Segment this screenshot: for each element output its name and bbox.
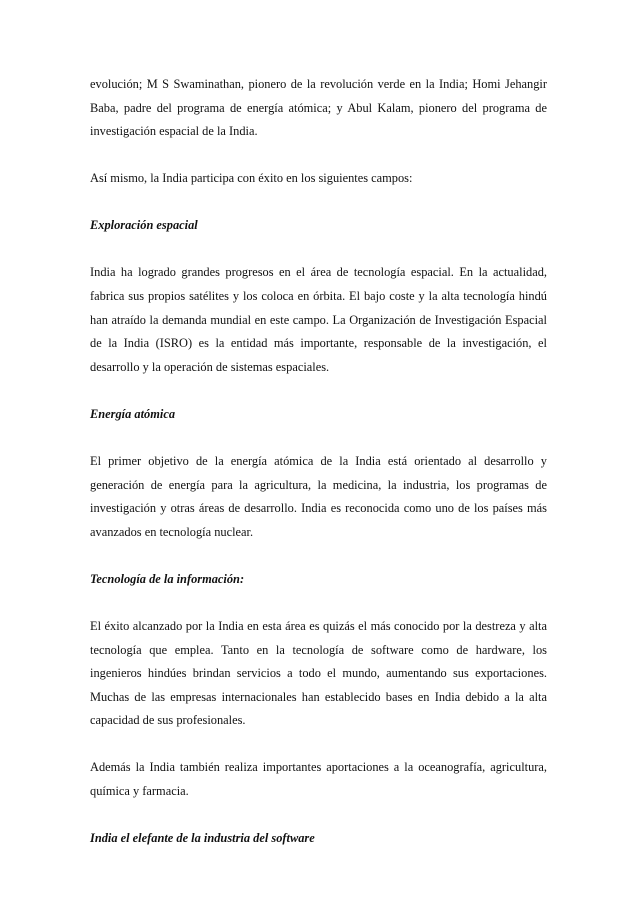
paragraph-spacer (90, 191, 547, 215)
paragraph-spacer (90, 427, 547, 451)
paragraph-spacer (90, 733, 547, 757)
paragraph-spacer (90, 144, 547, 168)
other-contributions-paragraph: Además la India también realiza importantes aportaciones a la oceanografía, agricultura, química y farmacia. (90, 760, 547, 799)
paragraph-spacer (90, 544, 547, 568)
section-text-atomic: El primer objetivo de la energía atómica de la India está orientado al desarrollo y generación de energía para la agricultura, la medicina, la industria, los programas de investigación y otras áreas de desarrollo. India es reconocida como uno de los países más avanzados en tecnología nuclear. (90, 454, 547, 539)
section-text-it: El éxito alcanzado por la India en esta área es quizás el más conocido por la destreza y alta tecnología que emplea. Tanto en la tecnología de software como de hardware, los ingenieros hindúes brindan servicios a todo el mundo, aumentando sus exportaciones. Muchas de las empresas internacionales han establecido bases en India debido a la alta capacidad de sus profesionales. (90, 619, 547, 728)
paragraph-spacer (90, 592, 547, 616)
section-heading-space: Exploración espacial (90, 218, 198, 233)
paragraph-spacer (90, 238, 547, 262)
section-heading-software: India el elefante de la industria del software (90, 831, 315, 846)
intro-paragraph: evolución; M S Swaminathan, pionero de la revolución verde en la India; Homi Jehangir Baba, padre del programa de energía atómica; y Abul Kalam, pionero del programa de investigación espacial de la India. (90, 77, 547, 139)
section-heading-it: Tecnología de la información: (90, 571, 245, 586)
paragraph-spacer (90, 379, 547, 403)
paragraph-spacer (90, 804, 547, 828)
section-text-space: India ha logrado grandes progresos en el área de tecnología espacial. En la actualidad, fabrica sus propios satélites y los coloca en órbita. El bajo coste y la alta tecnología hindú han atraído la demanda mundial en este campo. La Organización de Investigación Espacial de la India (ISRO) es la entidad más importante, responsable de la investigación, el desarrollo y la operación de sistemas espaciales. (90, 265, 547, 374)
section-heading-atomic: Energía atómica (90, 406, 176, 421)
document-body (90, 73, 547, 851)
fields-sentence: Así mismo, la India participa con éxito en los siguientes campos: (90, 171, 413, 186)
